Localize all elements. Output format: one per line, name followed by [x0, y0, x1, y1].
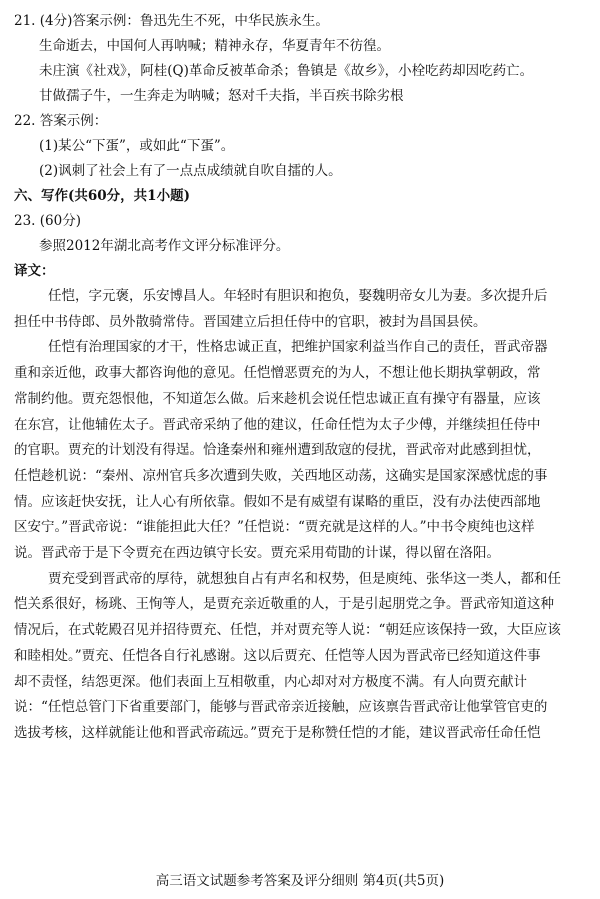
q22-item-1: (1)某公“下蛋”，或如此“下蛋”。 — [39, 138, 235, 154]
translation-line: 情况后，在式乾殿召见并招待贾充、任恺，并对贾充等人说：“朝廷应该保持一致，大臣应该 — [14, 622, 561, 639]
translation-line: 选拔考核，这样就能让他和晋武帝疏远。”贾充于是称赞任恺的才能，建议晋武帝任命任恺 — [14, 724, 541, 741]
translation-paragraph-1 — [14, 284, 588, 335]
q23-head: 23. (60分) — [14, 213, 81, 229]
translation-line: 重和亲近他，政事大都咨询他的意见。任恺憎恶贾充的为人，不想让他长期执掌朝政，常 — [14, 365, 541, 382]
translation-line: 在东宫，让他辅佐太子。晋武帝采纳了他的建议，任命任恺为太子少傅，并继续担任侍中 — [14, 416, 541, 433]
translation-line: 常制约他。贾充怨恨他，不知道怎么做。后来趁机会说任恺忠诚正直有操守有器量，应该 — [14, 390, 541, 407]
translation-line: 任恺趁机说：“秦州、凉州官兵多次遭到失败，关西地区动荡，这确实是国家深感忧虑的事 — [14, 467, 548, 484]
translation-paragraph-3 — [14, 567, 588, 747]
translation-heading: 译文： — [14, 263, 55, 279]
translation-line: 任恺有治理国家的才干，性格忠诚正直，把维护国家利益当作自己的责任，晋武帝器 — [48, 339, 548, 356]
translation-line: 任恺，字元褒，乐安博昌人。年轻时有胆识和抱负，娶魏明帝女儿为妻。多次提升后 — [48, 288, 548, 304]
page-footer: 高三语文试题参考答案及评分细则 第4页(共5页) — [155, 873, 445, 889]
section-6-heading: 六、写作(共60分，共1小题) — [14, 188, 190, 204]
q23-body: 参照2012年湖北高考作文评分标准评分。 — [39, 238, 290, 254]
q22-head: 22. 答案示例： — [14, 113, 108, 129]
q21-line-2: 未庄演《社戏》，阿桂(Q)革命反被革命杀；鲁镇是《故乡》，小栓吃药却因吃药亡。 — [39, 63, 534, 79]
translation-line: 说：“任恺总管门下省重要部门，能够与晋武帝亲近接触，应该禀告晋武帝让他掌管官吏的 — [14, 699, 548, 716]
q21-line-3: 甘做孺子牛，一生奔走为呐喊；怒对千夫指，半百疾书除劣根 — [39, 88, 404, 104]
translation-line: 的官职。贾充的计划没有得逞。恰逢秦州和雍州遭到敌寇的侵扰，晋武帝对此感到担忧， — [14, 442, 541, 459]
translation-line: 担任中书侍郎、员外散骑常侍。晋国建立后担任侍中的官职，被封为昌国县侯。 — [14, 313, 487, 330]
translation-line: 和睦相处。”贾充、任恺各自行礼感谢。这以后贾充、任恺等人因为晋武帝已经知道这件事 — [14, 647, 541, 664]
translation-line: 恺关系很好，杨珧、王恂等人，是贾充亲近敬重的人，于是引起朋党之争。晋武帝知道这种 — [14, 596, 554, 613]
translation-line: 情。应该赶快安抚，让人心有所依靠。假如不是有威望有谋略的重臣，没有办法使西部地 — [14, 493, 541, 510]
translation-paragraph-2 — [14, 335, 588, 566]
translation-line: 区安宁。”晋武帝说：“谁能担此大任？”任恺说：“贾充就是这样的人。”中书令庾纯也这样 — [14, 519, 535, 536]
q21-head: 21. (4分)答案示例：鲁迅先生不死，中华民族永生。 — [14, 13, 329, 29]
q22-item-2: (2)讽刺了社会上有了一点点成绩就自吹自擂的人。 — [39, 163, 342, 179]
translation-line: 贾充受到晋武帝的厚待，就想独自占有声名和权势，但是庾纯、张华这一类人，都和任 — [48, 570, 561, 587]
q21-line-1: 生命逝去，中国何人再呐喊；精神永存，华夏青年不彷徨。 — [39, 38, 390, 54]
translation-line: 说。晋武帝于是下令贾充在西边镇守长安。贾充采用荀勖的计谋，得以留在洛阳。 — [14, 545, 500, 562]
translation-line: 却不责怪，结怨更深。他们表面上互相敬重，内心却对对方极度不满。有人向贾充献计 — [14, 673, 527, 690]
